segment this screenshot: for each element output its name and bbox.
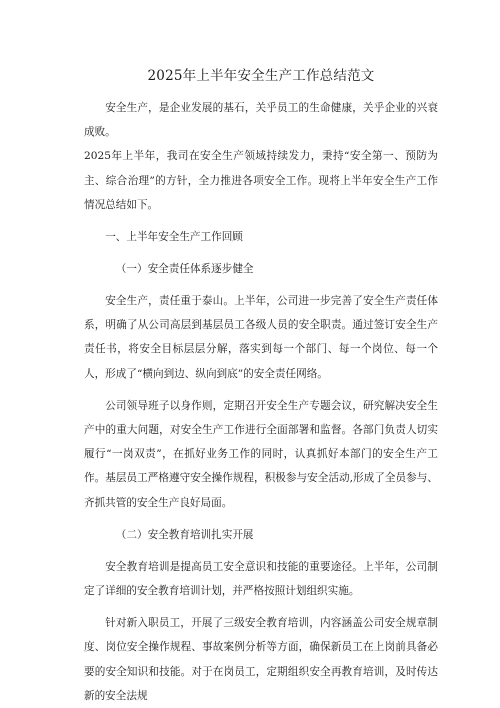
- body-paragraph-training-2: 针对新入职员工，开展了三级安全教育培训，内容涵盖公司安全规章制度、岗位安全操作规程、事故案例分析等方面，确保新员工在上岗前具备必要的安全知识和技能。对于在岗员工，定期组织安全再教育培训，及时传达新的安全法规: [84, 617, 438, 702]
- intro-paragraph-2: 2025年上半年，我司在安全生产领域持续发力，秉持“安全第一、预防为主、综合治理”的方针，全力推进各项安全工作。现将上半年安全生产工作情况总结如下。: [84, 150, 438, 211]
- document-title: 2025年上半年安全生产工作总结范文: [147, 68, 375, 84]
- body-paragraph-responsibility-2: 公司领导班子以身作则，定期召开安全生产专题会议，研究解决安全生产中的重大问题，对安全生产工作进行全面部署和监督。各部门负责人切实履行“一岗双责”，在抓好业务工作的同时，认真抓好本部门的安全生产工作。基层员工严格遵守安全操作规程，积极参与安全活动,形成了全员参与、齐抓共管的安全生产良好局面。: [84, 399, 438, 509]
- subsection-heading-training: （二）安全教育培训扎实开展: [115, 528, 254, 541]
- subsection-heading-responsibility: （一）安全责任体系逐步健全: [115, 263, 254, 276]
- body-paragraph-responsibility-1: 安全生产，责任重于泰山。上半年，公司进一步完善了安全生产责任体系，明确了从公司高层到基层员工各级人员的安全职责。通过签订安全生产责任书，将安全目标层层分解，落实到每一个部门、每一个岗位、每一个人，形成了“横向到边、纵向到底”的安全责任网络。: [84, 295, 438, 380]
- intro-paragraph-1: 安全生产，是企业发展的基石，关乎员工的生命健康，关乎企业的兴衰成败。: [84, 102, 438, 139]
- section-heading-review: 一、上半年安全生产工作回顾: [105, 231, 243, 244]
- body-paragraph-training-1: 安全教育培训是提高员工安全意识和技能的重要途径。上半年，公司制定了详细的安全教育培训计划，并严格按照计划组织实施。: [84, 560, 438, 598]
